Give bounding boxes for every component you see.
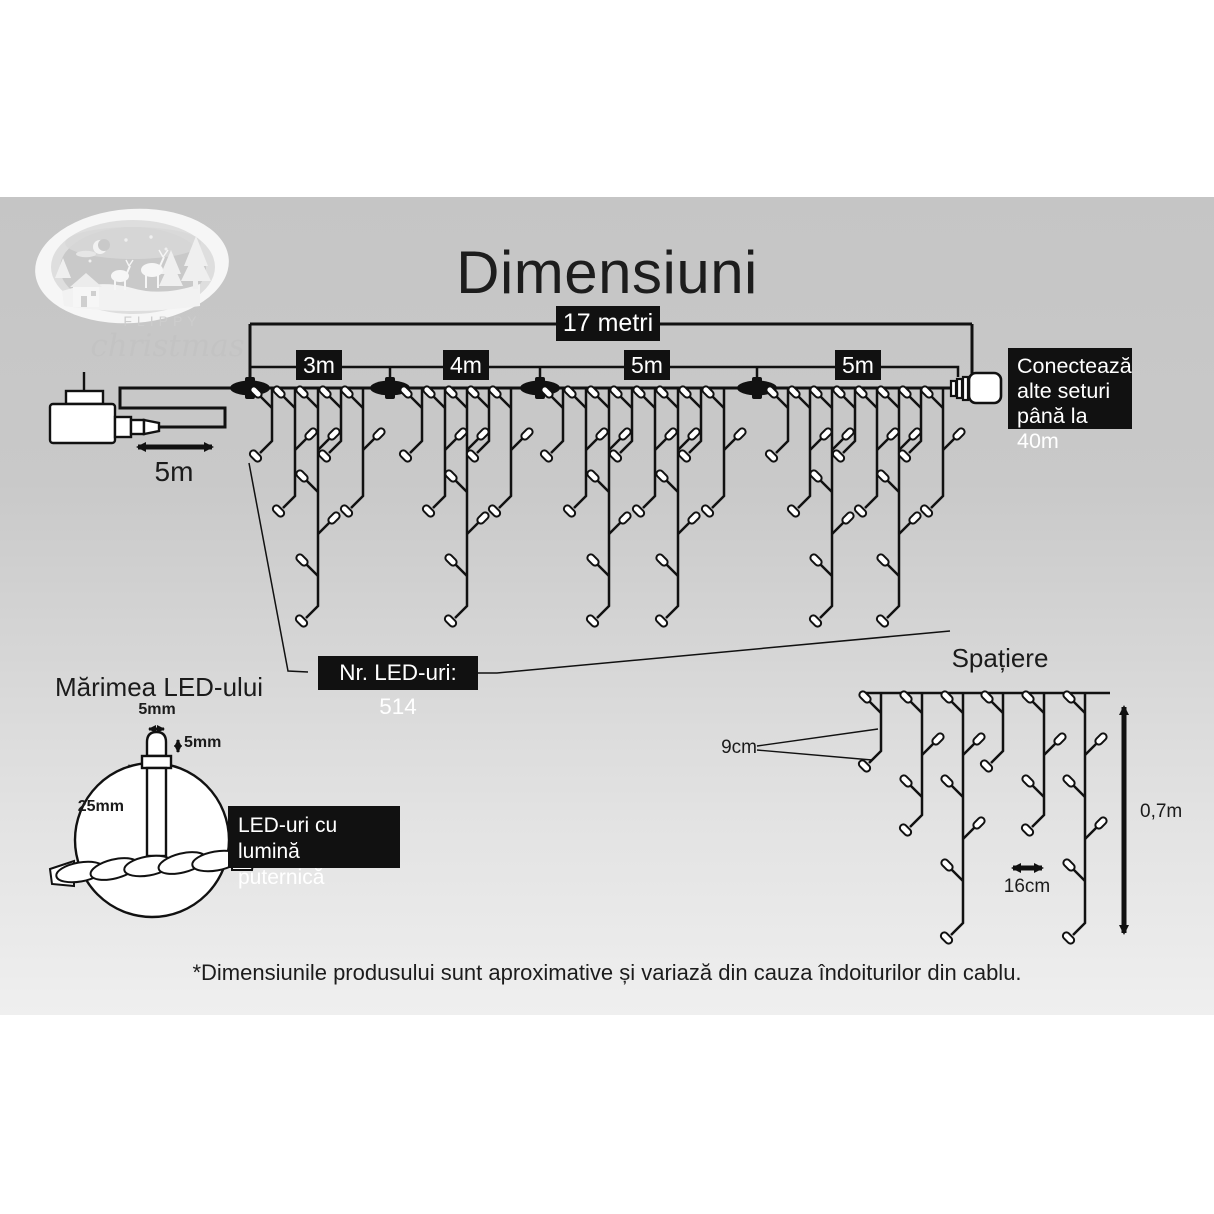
led-bulb-icon (586, 469, 600, 483)
led-bulb-icon (295, 553, 309, 567)
led-bulb-icon (586, 553, 600, 567)
led-bulb-icon (444, 553, 458, 567)
connect-note-line2: alte seturi (1017, 379, 1111, 403)
spacing-heading: Spațiere (951, 643, 1049, 673)
led-bulb-icon (972, 816, 986, 830)
led-count-leader-right (478, 631, 950, 673)
led-bulb-icon (1094, 732, 1108, 746)
led-brightness-note (228, 806, 400, 889)
spacing-diagram-drops (857, 690, 1108, 945)
led-bulb-icon (931, 732, 945, 746)
icicle-drop (585, 385, 632, 628)
icicle-drop (808, 385, 855, 628)
led-cap-height-label: 5mm (184, 734, 222, 751)
icicle-drop (398, 385, 422, 463)
led-bulb-icon (687, 427, 701, 441)
led-bulb-icon (841, 427, 855, 441)
led-bulb-icon (327, 511, 341, 525)
led-count-leader-left (249, 463, 308, 672)
icicle-drop (487, 385, 534, 518)
led-width-label: 5mm (138, 701, 176, 718)
led-bulb-icon (655, 553, 669, 567)
led-bulb-icon (876, 553, 890, 567)
segment-label-4m: 4m (443, 350, 489, 380)
led-bulb-icon (1062, 774, 1076, 788)
icicle-drop (654, 385, 701, 628)
icicle-drop (443, 385, 490, 628)
led-bulb-icon (940, 774, 954, 788)
led-size-heading: Mărimea LED-ului (55, 672, 264, 702)
icicle-drop (786, 385, 833, 518)
led-bulb-icon (908, 511, 922, 525)
icicle-drop (875, 385, 922, 628)
icicle-drop (465, 385, 489, 463)
led-bulb-icon (655, 469, 669, 483)
lead-length-label: 5m (154, 456, 194, 487)
led-bulb-icon (1094, 816, 1108, 830)
icicle-drop (562, 385, 609, 518)
led-note-line2: puternică (238, 866, 325, 889)
led-size-diagram (50, 732, 254, 917)
connect-note-line1: Conectează (1017, 354, 1132, 378)
connect-note-label (1008, 348, 1132, 453)
icicle-drop (919, 385, 966, 518)
icicle-drop (979, 690, 1003, 773)
horizontal-gap-label: 16cm (1003, 876, 1051, 897)
led-bulb-icon (687, 511, 701, 525)
led-bulb-icon (476, 511, 490, 525)
led-bulb-icon (1021, 774, 1035, 788)
logo-brand-text: FLIPPY (123, 313, 202, 329)
led-bulb-icon (295, 469, 309, 483)
total-length-label: 17 metri (556, 306, 660, 341)
gap-leader-lines (757, 729, 878, 760)
segment-label-3m: 3m (296, 350, 342, 380)
icicle-drop (339, 385, 386, 518)
led-count-label: Nr. LED-uri: 514 (318, 656, 478, 690)
led-bulb-icon (327, 427, 341, 441)
led-note-line1: LED-uri cu lumină (238, 814, 338, 863)
disclaimer-text: *Dimensiunile produsului sunt aproximative și variază din cauza îndoiturilor din cablu. (192, 960, 1022, 985)
led-bulb-icon (899, 774, 913, 788)
logo-sub-text: christmas (90, 328, 245, 364)
icicle-drop (317, 385, 341, 463)
icicle-drop (294, 385, 341, 628)
led-bulb-icon (372, 427, 386, 441)
icicle-drop (271, 385, 318, 518)
icicle-drop (764, 385, 788, 463)
led-bulb-icon (618, 427, 632, 441)
icicle-drop (898, 690, 945, 837)
icicle-drop (1061, 690, 1108, 945)
icicle-drop (677, 385, 701, 463)
segment-label-5m-b: 5m (835, 350, 881, 380)
led-bulb-icon (595, 427, 609, 441)
led-bulb-icon (841, 511, 855, 525)
icicle-drop (421, 385, 468, 518)
icicle-drop (608, 385, 632, 463)
connect-note-line3: până la 40m (1017, 404, 1088, 453)
icicle-drop (1020, 690, 1067, 837)
icicle-drop (631, 385, 678, 518)
led-bulb-drawing (142, 732, 171, 856)
led-bulb-icon (618, 511, 632, 525)
icicle-drop (897, 385, 921, 463)
segment-label-5m-a: 5m (624, 350, 670, 380)
drop-height-label: 0,7m (1140, 801, 1183, 822)
led-bulb-icon (972, 732, 986, 746)
cloud-icon (76, 251, 96, 257)
led-bulb-icon (664, 427, 678, 441)
icicle-drop (831, 385, 855, 463)
led-body-length-label: 25mm (77, 798, 124, 815)
icicle-drop (939, 690, 986, 945)
led-bulb-icon (952, 427, 966, 441)
vertical-gap-label: 9cm (721, 737, 757, 758)
led-bulb-icon (733, 427, 747, 441)
end-socket-icon (951, 373, 1001, 403)
page-title: Dimensiuni (456, 239, 758, 306)
led-bulb-icon (520, 427, 534, 441)
icicle-drop (853, 385, 900, 518)
icicle-curtain (248, 385, 966, 628)
led-bulb-icon (1053, 732, 1067, 746)
icicle-drop (700, 385, 747, 518)
flippy-christmas-logo (31, 202, 232, 329)
led-bulb-icon (304, 427, 318, 441)
